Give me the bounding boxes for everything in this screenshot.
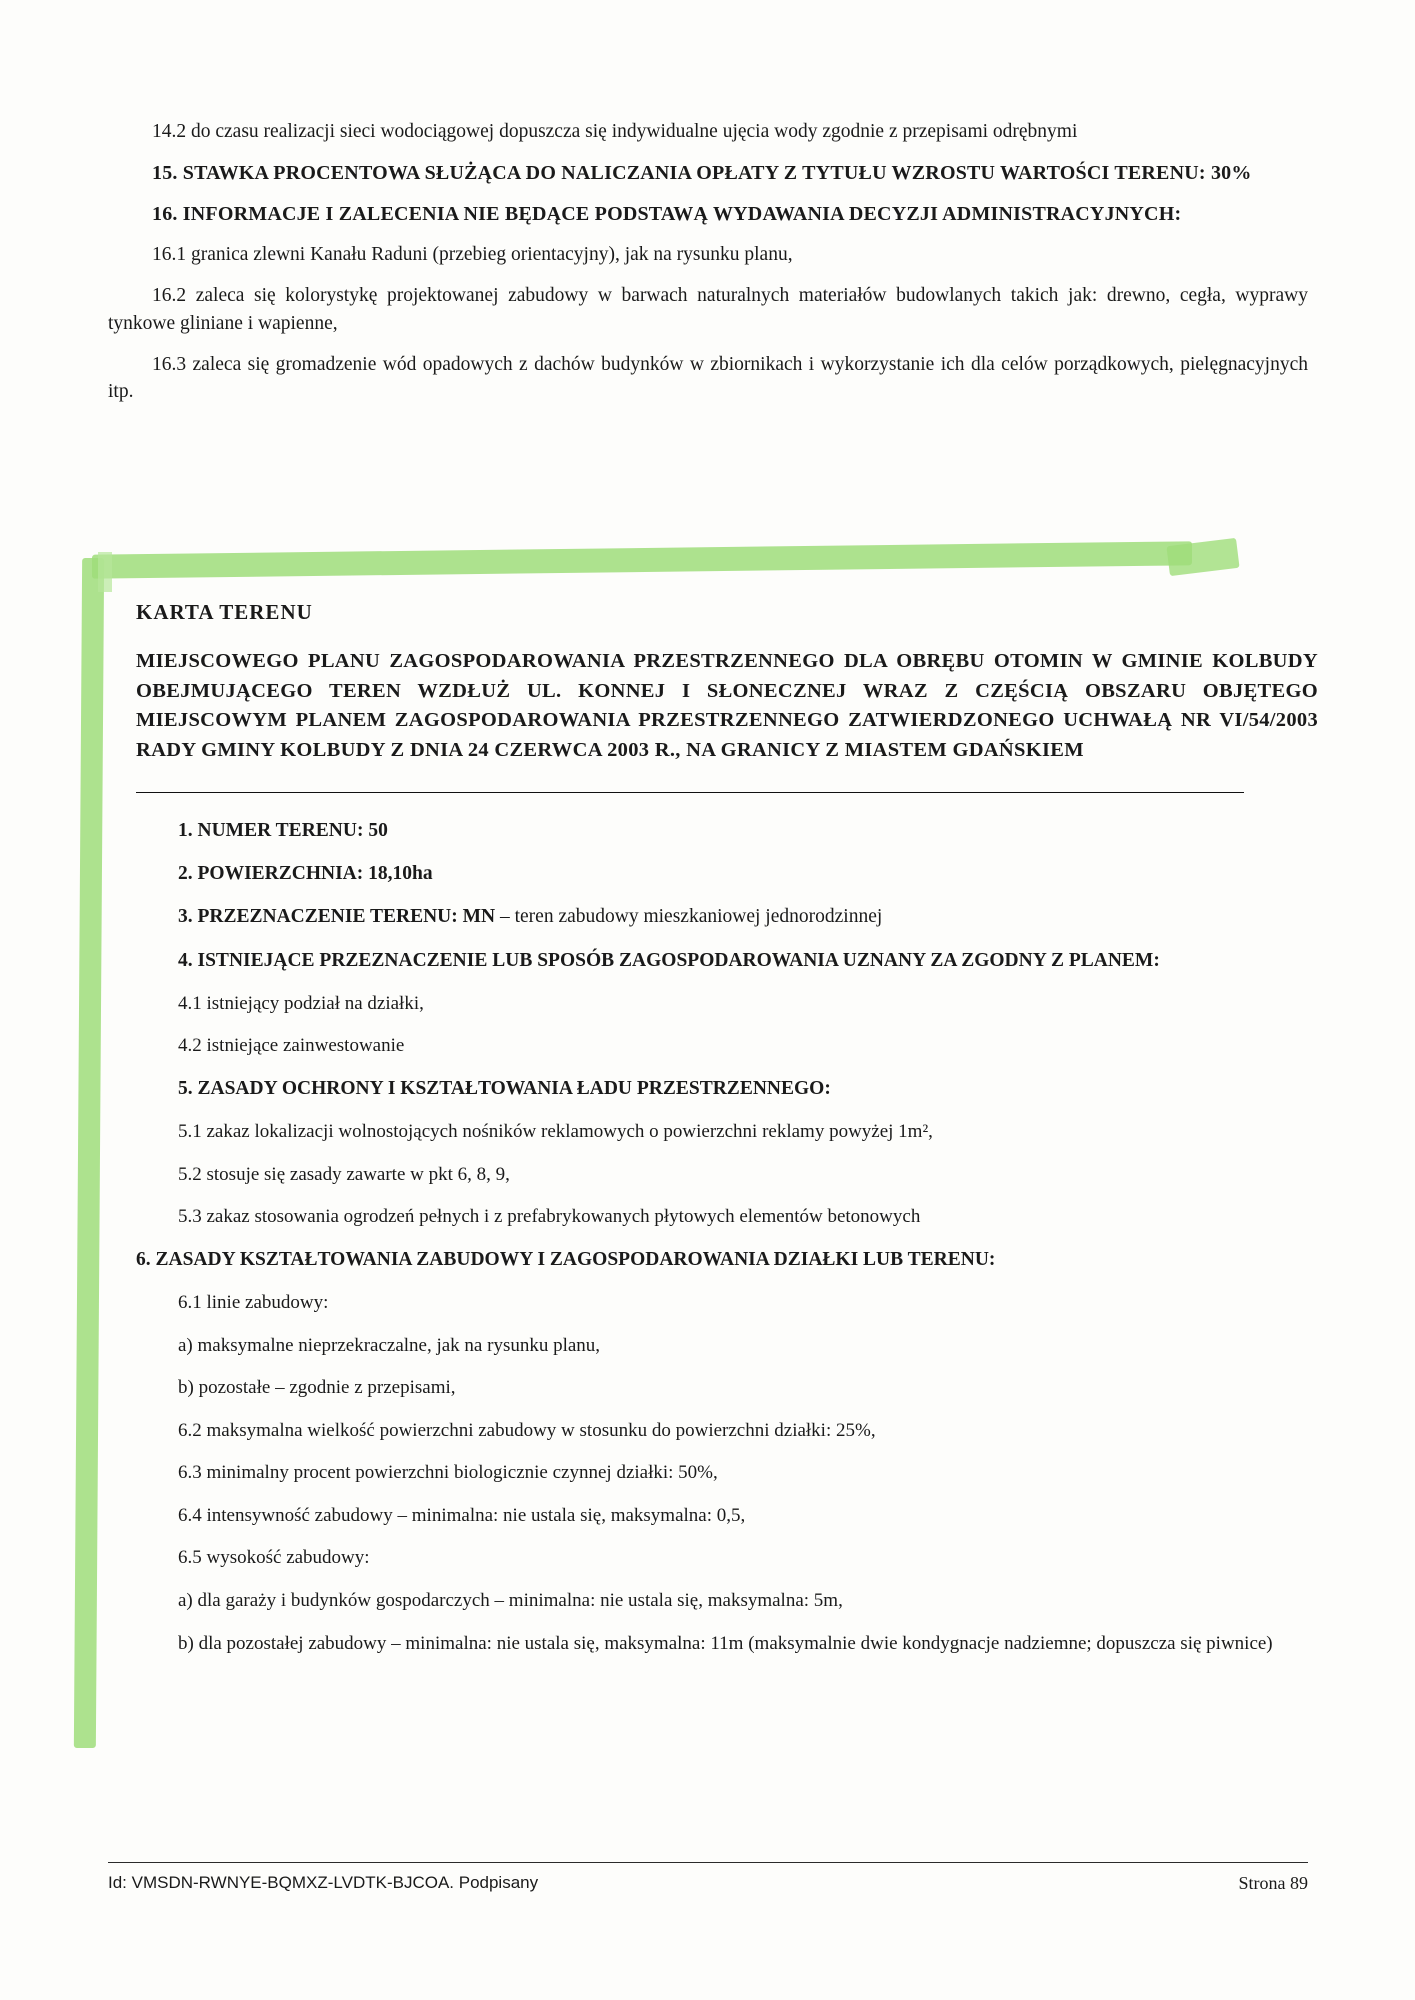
footer-divider	[108, 1862, 1308, 1863]
item-6-4: 6.4 intensywność zabudowy – minimalna: nie ustala się, maksymalna: 0,5,	[178, 1504, 746, 1526]
card-content	[136, 600, 1318, 1672]
footer-page-number: Strona 89	[1238, 1873, 1308, 1893]
item-6-5-b: b) dla pozostałej zabudowy – minimalna: nie ustala się, maksymalna: 11m (maksymalnie dwie kondygnacje nadziemne; dopuszcza się piwnice)	[178, 1632, 1273, 1654]
card-title: KARTA TERENU	[136, 600, 313, 624]
paragraph-16-3: 16.3 zaleca się gromadzenie wód opadowych z dachów budynków w zbiornikach i wykorzystanie ich dla celów porządkowych, pielęgnacyjnych itp.	[108, 353, 1308, 403]
item-4: 4. ISTNIEJĄCE PRZEZNACZENIE LUB SPOSÓB ZAGOSPODAROWANIA UZNANY ZA ZGODNY Z PLANEM:	[178, 949, 1160, 971]
item-6-5-a: a) dla garaży i budynków gospodarczych – minimalna: nie ustala się, maksymalna: 5m,	[178, 1590, 843, 1612]
item-6-1: 6.1 linie zabudowy:	[178, 1292, 329, 1314]
page-footer	[108, 1862, 1308, 1894]
item-5-3: 5.3 zakaz stosowania ogrodzeń pełnych i z prefabrykowanych płytowych elementów betonowych	[178, 1206, 921, 1228]
item-2: 2. POWIERZCHNIA: 18,10ha	[178, 863, 433, 885]
item-1: 1. NUMER TERENU: 50	[178, 819, 388, 841]
card-divider	[136, 792, 1244, 793]
highlighted-terrain-card	[78, 548, 1318, 1788]
item-6-3: 6.3 minimalny procent powierzchni biologicznie czynnej działki: 50%,	[178, 1462, 718, 1484]
item-6-1-b: b) pozostałe – zgodnie z przepisami,	[178, 1377, 456, 1399]
highlight-marker-top	[92, 541, 1192, 578]
item-6-5: 6.5 wysokość zabudowy:	[178, 1547, 370, 1569]
card-subtitle: MIEJSCOWEGO PLANU ZAGOSPODAROWANIA PRZESTRZENNEGO DLA OBRĘBU OTOMIN W GMINIE KOLBUDY OBEJMUJĄCEGO TEREN WZDŁUŻ UL. KONNEJ I SŁONECZNEJ WRAZ Z CZĘŚCIĄ OBSZARU OBJĘTEGO MIEJSCOWYM PLANEM ZAGOSPODAROWANIA PRZESTRZENNEGO ZATWIERDZONEGO UCHWAŁĄ NR VI/54/2003 RADY GMINY KOLBUDY Z DNIA 24 CZERWCA 2003 R., NA GRANICY Z MIASTEM GDAŃSKIEM	[136, 650, 1318, 762]
paragraph-14-2: 14.2 do czasu realizacji sieci wodociągowej dopuszcza się indywidualne ujęcia wody zgodnie z przepisami odrębnymi	[152, 121, 1078, 142]
item-5-2: 5.2 stosuje się zasady zawarte w pkt 6, 8, 9,	[178, 1163, 510, 1185]
item-5: 5. ZASADY OCHRONY I KSZTAŁTOWANIA ŁADU PRZESTRZENNEGO:	[178, 1078, 831, 1100]
footer-document-id: Id: VMSDN-RWNYE-BQMXZ-LVDTK-BJCOA. Podpisany	[108, 1873, 539, 1892]
item-4-1: 4.1 istniejący podział na działki,	[178, 992, 424, 1014]
item-4-2: 4.2 istniejące zainwestowanie	[178, 1035, 405, 1057]
item-6-2: 6.2 maksymalna wielkość powierzchni zabudowy w stosunku do powierzchni działki: 25%,	[178, 1419, 876, 1441]
paragraph-16-1: 16.1 granica zlewni Kanału Raduni (przebieg orientacyjny), jak na rysunku planu,	[152, 244, 793, 266]
highlight-marker-corner	[98, 552, 112, 592]
item-5-1: 5.1 zakaz lokalizacji wolnostojących nośników reklamowych o powierzchni reklamy powyżej 1m²,	[178, 1121, 933, 1143]
heading-15: 15. STAWKA PROCENTOWA SŁUŻĄCA DO NALICZANIA OPŁATY Z TYTUŁU WZROSTU WARTOŚCI TERENU: 30%	[152, 161, 1252, 184]
item-3-rest: – teren zabudowy mieszkaniowej jednorodzinnej	[495, 906, 883, 928]
paragraph-16-2: 16.2 zaleca się kolorystykę projektowanej zabudowy w barwach naturalnych materiałów budowlanych takich jak: drewno, cegła, wyprawy tynkowe gliniane i wapienne,	[108, 285, 1308, 334]
item-3-lead: 3. PRZEZNACZENIE TERENU: MN	[178, 906, 496, 928]
highlight-marker-left	[74, 558, 104, 1748]
item-6-1-a: a) maksymalne nieprzekraczalne, jak na rysunku planu,	[178, 1334, 601, 1356]
top-text-block	[108, 118, 1308, 419]
heading-16: 16. INFORMACJE I ZALECENIA NIE BĘDĄCE PODSTAWĄ WYDAWANIA DECYZJI ADMINISTRACYJNYCH:	[152, 203, 1182, 226]
item-6: 6. ZASADY KSZTAŁTOWANIA ZABUDOWY I ZAGOSPODAROWANIA DZIAŁKI LUB TERENU:	[136, 1248, 996, 1270]
